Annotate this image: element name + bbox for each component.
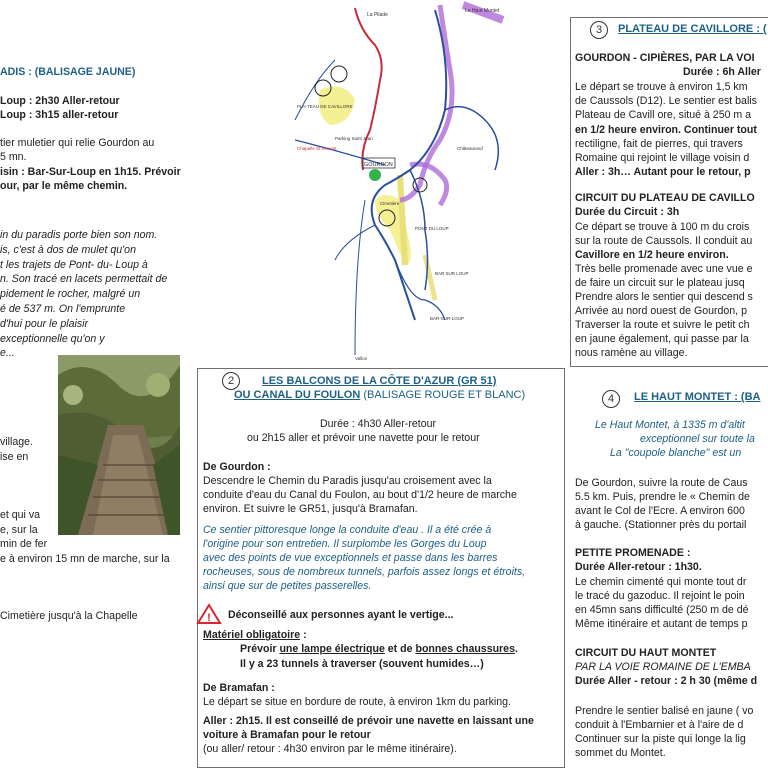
italic-line: exceptionnel sur toute la <box>640 433 755 445</box>
text-line: à gauche. (Stationner près du portail <box>575 519 747 531</box>
text-line: de Caussols (D12). Le sentier est balis <box>575 95 757 107</box>
circuit-heading: CIRCUIT DU PLATEAU DE CAVILLO <box>575 192 755 204</box>
text-line: et qui va <box>0 509 41 521</box>
trail-2-duration-alt: ou 2h15 aller et prévoir une navette pour le retour <box>247 432 480 444</box>
text-line: Prendre le sentier balisé en jaune ( vo <box>575 705 754 717</box>
circuit-montet-heading: CIRCUIT DU HAUT MONTET <box>575 647 717 659</box>
italic-line: avec des points de vue exceptionnels et passe dans les barres <box>203 552 498 564</box>
map-label: Chapelle St Vincent <box>297 146 337 151</box>
italic-line: exceptionnelle qu'on y <box>0 333 105 345</box>
map-label: BAR-SUR-LOUP <box>430 316 465 321</box>
de-gourdon-heading: De Gourdon : <box>203 461 271 473</box>
text-line: conduite d'eau du Canal du Foulon, au bout d'1/2 heure de marche <box>203 489 517 501</box>
text-line: Même itinéraire et autant de temps p <box>575 618 748 630</box>
text-line: tier muletier qui relie Gourdon au <box>0 137 155 149</box>
text-line: environ. Et suivre le GR51, jusqu'à Bramafan. <box>203 503 418 515</box>
text-line: de faire un circuit sur le plateau jusq <box>575 277 745 289</box>
map-label: BAR SUR LOUP <box>435 271 469 276</box>
italic-line: in du paradis porte bien son nom. <box>0 229 158 241</box>
trail-2-title-2: OU CANAL DU FOULON (BALISAGE ROUGE ET BLANC) <box>234 389 526 401</box>
italic-line: rocheuses, sous de nombreux tunnels, parfois assez longs et étroits, <box>203 566 526 578</box>
text-line: min de fer <box>0 538 48 550</box>
circuit-montet-duration: Durée Aller - retour : 2 h 30 (même d <box>575 675 758 687</box>
italic-line: é de 537 m. On l'emprunte <box>0 303 126 315</box>
aller-line: Aller : 2h15. Il est conseillé de prévoir une navette en laissant une <box>203 715 534 727</box>
text-line: ise en <box>0 451 29 463</box>
map-label: Parking Saint Jean <box>335 136 373 141</box>
trail-3-title: PLATEAU DE CAVILLORE : ( <box>618 23 767 35</box>
text-line: Cimetière jusqu'à la Chapelle <box>0 610 138 622</box>
map-label: PLA-TEAU DE CAVILLORE <box>297 104 353 109</box>
map-label: Vallon <box>355 356 368 361</box>
text-line: en jaune également, qui passe par la <box>575 333 749 345</box>
italic-line: n. Son tracé en lacets permettait de <box>0 273 168 285</box>
italic-line: Le Haut Montet, à 1335 m d'altit <box>595 419 745 431</box>
aller-line: voiture à Bramafan pour le retour <box>203 729 371 741</box>
italic-line: Ce sentier pittoresque longe la conduite d'eau . Il a été crée à <box>203 524 492 536</box>
text-line: village. <box>0 436 33 448</box>
duration-line: Loup : 3h15 aller-retour <box>0 109 119 121</box>
map-label: PONT DU LOUP <box>415 226 449 231</box>
text-line: e à environ 15 mn de marche, sur la <box>0 553 170 565</box>
italic-line: t les trajets de Pont- du- Loup à <box>0 259 148 271</box>
svg-text:!: ! <box>207 612 211 624</box>
trail-4-title: LE HAUT MONTET : (BA <box>634 391 761 403</box>
text-line: isin : Bar-Sur-Loup en 1h15. Prévoir <box>0 166 181 178</box>
map-label: Châteauneuf <box>457 146 483 151</box>
text-line: De Gourdon, suivre la route de Caus <box>575 477 748 489</box>
italic-line: l'origine pour son entretien. Il surplombe les Gorges du Loup <box>203 538 487 550</box>
text-line: Ce départ se trouve à 100 m du crois <box>575 221 750 233</box>
trail-map <box>235 0 565 365</box>
aller-line: (ou aller/ retour : 4h30 environ par le même itinéraire). <box>203 743 457 755</box>
italic-line: is, c'est à dos de mulet qu'on <box>0 244 136 256</box>
map-label: GOURDON <box>364 162 393 168</box>
trail-2-number: 2 <box>222 372 240 390</box>
italic-line: d'hui pour le plaisir <box>0 318 88 330</box>
petite-duration: Durée Aller-retour : 1h30. <box>575 561 702 573</box>
text-line: rectiligne, fait de pierres, qui travers <box>575 138 743 150</box>
circuit-duration: Durée du Circuit : 3h <box>575 206 680 218</box>
text-line: sommet du Montet. <box>575 747 666 759</box>
vertigo-warning: Déconseillé aux personnes ayant le vertige... <box>228 609 454 621</box>
trail-4-number: 4 <box>602 390 620 408</box>
trail-2-title: LES BALCONS DE LA CÔTE D'AZUR (GR 51) <box>262 375 497 387</box>
trail-3-subtitle: GOURDON - CIPIÈRES, PAR LA VOI <box>575 52 755 64</box>
text-line: Traverser la route et suivre le petit ch <box>575 319 750 331</box>
italic-line: ainsi que sur de petites passerelles. <box>203 580 372 592</box>
text-line: Plateau de Cavill ore, situé à 250 m a <box>575 109 752 121</box>
text-line: 5 mn. <box>0 151 27 163</box>
text-line: Prendre alors le sentier qui descend s <box>575 291 753 303</box>
equipment-heading: Matériel obligatoire : <box>203 629 307 641</box>
italic-line: pidement le rocher, malgré un <box>0 288 141 300</box>
equipment-line: Prévoir une lampe électrique et de bonnes chaussures. <box>240 643 518 655</box>
trail-photo <box>58 355 180 535</box>
map-label: Le Haut Montet <box>465 8 500 14</box>
warning-icon <box>196 603 222 630</box>
text-line: conduit à l'Embarnier et à l'aire de d <box>575 719 744 731</box>
text-line: avant le Col de l'Ecre. A environ 600 <box>575 505 745 517</box>
text-line: Très belle promenade avec une vue e <box>575 263 753 275</box>
section-1-heading: ADIS : (BALISAGE JAUNE) <box>0 66 136 78</box>
trail-2-duration: Durée : 4h30 Aller-retour <box>320 418 437 430</box>
text-line: e, sur la <box>0 524 38 536</box>
tunnels-line: Il y a 23 tunnels à traverser (souvent humides…) <box>240 658 484 670</box>
text-line: en 1/2 heure environ. Continuer tout <box>575 124 757 136</box>
italic-line: La "coupole blanche" est un <box>610 447 742 459</box>
text-line: sur la route de Caussols. Il conduit au <box>575 235 753 247</box>
text-line: nous ramène au village. <box>575 347 688 359</box>
italic-line: e... <box>0 347 15 359</box>
map-label: La Pilade <box>367 12 388 18</box>
text-line: Le départ se trouve à environ 1,5 km <box>575 81 748 93</box>
text-line: 5.5 km. Puis, prendre le « Chemin de <box>575 491 750 503</box>
text-line: Le départ se situe en bordure de route, à environ 1km du parking. <box>203 696 511 708</box>
text-line: Romaine qui rejoint le village voisin d <box>575 152 750 164</box>
trail-3-number: 3 <box>590 21 608 39</box>
de-bramafan-heading: De Bramafan : <box>203 682 275 694</box>
text-line: le tracé du gazoduc. Il rejoint le poin <box>575 590 745 602</box>
text-line: Aller : 3h… Autant pour le retour, p <box>575 166 751 178</box>
map-label: Cimetière <box>380 201 400 206</box>
duration-line: Loup : 2h30 Aller-retour <box>0 95 120 107</box>
text-line: our, par le même chemin. <box>0 180 128 192</box>
trail-3-duration: Durée : 6h Aller <box>683 66 761 78</box>
petite-heading: PETITE PROMENADE : <box>575 547 691 559</box>
text-line: Continuer sur la piste qui longe la lig <box>575 733 746 745</box>
text-line: Le chemin cimenté qui monte tout dr <box>575 576 747 588</box>
text-line: Cavillore en 1/2 heure environ. <box>575 249 729 261</box>
text-line: Descendre le Chemin du Paradis jusqu'au croisement avec la <box>203 475 492 487</box>
text-line: Arrivée au nord ouest de Gourdon, p <box>575 305 747 317</box>
text-line: en 45mn sans difficulté (250 m de dé <box>575 604 749 616</box>
circuit-montet-sub: PAR LA VOIE ROMAINE DE L'EMBA <box>575 661 751 673</box>
